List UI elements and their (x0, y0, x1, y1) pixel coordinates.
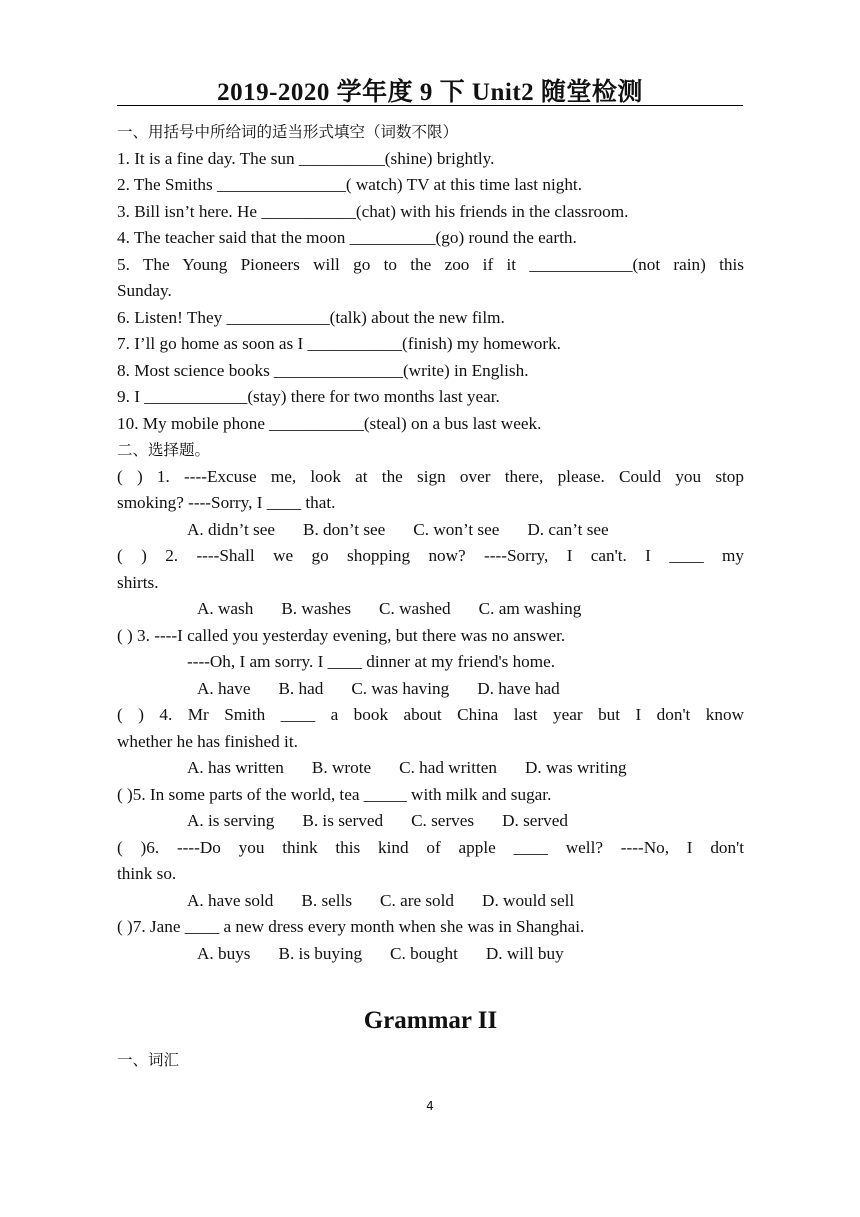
option: B. had (278, 678, 324, 698)
fill-in-item-7: 7. I’ll go home as soon as I ___________(finish) my homework. (117, 334, 561, 353)
question-2: ( ) 2. ----Shall we go shopping now? ----Sorry, I can't. I ____ my (117, 546, 744, 565)
fill-in-item-4: 4. The teacher said that the moon __________(go) round the earth. (117, 228, 577, 247)
fill-in-item-6: 6. Listen! They ____________(talk) about the new film. (117, 307, 505, 327)
question-2-cont: shirts. (117, 572, 159, 592)
option: D. have had (477, 678, 560, 698)
option: B. washes (281, 599, 352, 618)
question-1-cont: smoking? ----Sorry, I ____ that. (117, 493, 336, 512)
option: A. has written (187, 758, 284, 777)
option: C. bought (390, 943, 458, 963)
question-4: ( ) 4. Mr Smith ____ a book about China last year but I don't know (117, 705, 744, 724)
page-title: 2019-2020 学年度 9 下 Unit2 随堂检测 (217, 79, 643, 106)
option: C. had written (399, 758, 497, 777)
grammar-section-title: Grammar II (363, 1006, 498, 1034)
question-3-cont: ----Oh, I am sorry. I ____ dinner at my friend's home. (187, 652, 556, 671)
question-3-options (117, 676, 744, 703)
fill-in-item-2: 2. The Smiths _______________( watch) TV at this time last night. (117, 175, 582, 194)
fill-in-item-9: 9. I ____________(stay) there for two months last year. (117, 387, 500, 406)
option: A. buys (197, 943, 251, 963)
page-number: 4 (426, 1099, 434, 1113)
option: B. is served (302, 811, 384, 830)
option: C. washed (379, 599, 451, 618)
question-5-options (117, 808, 744, 835)
fill-in-item-1: 1. It is a fine day. The sun __________(shine) brightly. (117, 148, 495, 168)
title-divider (117, 105, 743, 106)
fill-in-item-10: 10. My mobile phone ___________(steal) on a bus last week. (117, 413, 542, 433)
section-heading-multiple-choice: 二、选择题。 (117, 441, 211, 459)
question-6-options (117, 888, 744, 915)
question-5: ( )5. In some parts of the world, tea _____ with milk and sugar. (117, 784, 552, 804)
option: D. was writing (524, 758, 627, 777)
option: D. would sell (482, 890, 575, 910)
fill-in-item-3: 3. Bill isn’t here. He ___________(chat) with his friends in the classroom. (117, 201, 629, 221)
question-6-cont: think so. (117, 864, 177, 883)
option: C. am washing (478, 599, 582, 618)
option: D. will buy (485, 943, 564, 963)
fill-in-item-5: 5. The Young Pioneers will go to the zoo if it ____________(not rain) this (117, 254, 744, 274)
question-4-cont: whether he has finished it. (117, 731, 298, 751)
option: A. wash (197, 599, 254, 618)
question-3: ( ) 3. ----I called you yesterday evening, but there was no answer. (117, 625, 566, 645)
option: A. have sold (187, 890, 274, 910)
option: C. won’t see (413, 519, 500, 539)
question-4-options (117, 755, 744, 782)
option: C. was having (351, 678, 450, 698)
option: D. served (502, 811, 568, 830)
option: C. are sold (380, 890, 455, 910)
section-heading-fill-in: 一、用括号中所给词的适当形式填空（词数不限） (117, 123, 459, 141)
option: A. didn’t see (187, 519, 275, 539)
worksheet-body (117, 119, 744, 1073)
option: B. wrote (311, 758, 372, 777)
option: A. is serving (187, 811, 275, 830)
question-1: ( ) 1. ----Excuse me, look at the sign over there, please. Could you stop (117, 466, 744, 486)
question-2-options (117, 596, 744, 623)
question-7: ( )7. Jane ____ a new dress every month when she was in Shanghai. (117, 917, 585, 936)
fill-in-item-5-cont: Sunday. (117, 281, 172, 300)
option: B. don’t see (303, 519, 386, 539)
question-7-options (117, 941, 744, 968)
section-heading-vocabulary: 一、词汇 (117, 1050, 180, 1069)
question-1-options (117, 517, 744, 544)
option: A. have (197, 678, 251, 698)
option: B. is buying (278, 943, 363, 963)
option: C. serves (411, 811, 475, 830)
option: B. sells (301, 890, 353, 910)
question-6: ( )6. ----Do you think this kind of apple ____ well? ----No, I don't (117, 837, 744, 857)
fill-in-item-8: 8. Most science books _______________(write) in English. (117, 360, 529, 380)
blank-line (117, 967, 744, 994)
option: D. can’t see (527, 519, 609, 539)
